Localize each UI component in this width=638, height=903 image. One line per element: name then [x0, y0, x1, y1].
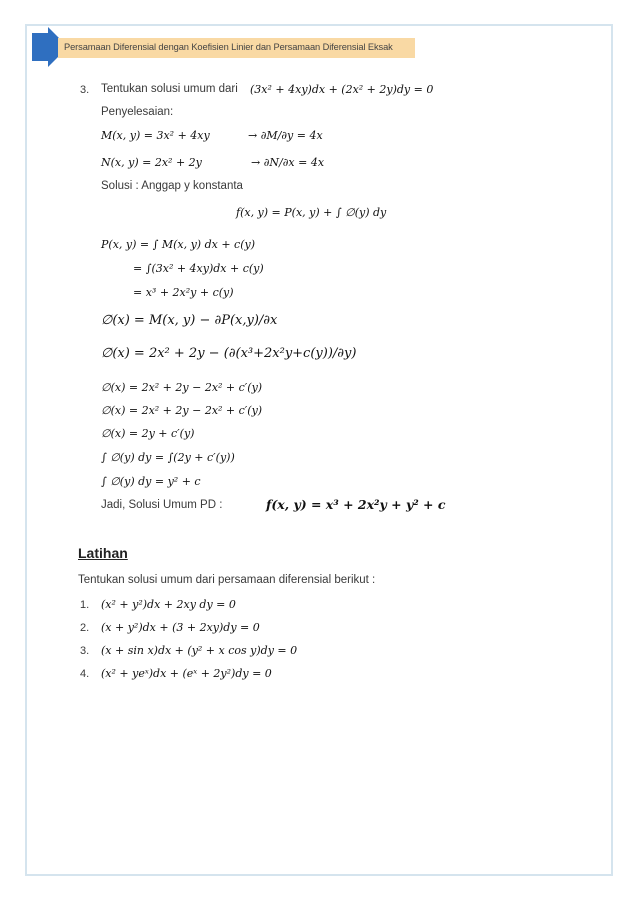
m-derivative: → ∂M/∂y = 4x: [248, 129, 323, 142]
step-4: ∅(x) = M(x, y) − ∂P(x,y)/∂x: [101, 313, 278, 328]
solusi-label: Solusi : Anggap y konstanta: [101, 180, 243, 192]
problem-equation: (3x² + 4xy)dx + (2x² + 2y)dy = 0: [250, 83, 434, 96]
step-3: = x³ + 2x²y + c(y): [133, 286, 234, 299]
step-5: ∅(x) = 2x² + 2y − (∂(x³+2x²y+c(y))/∂y): [101, 346, 357, 361]
conclusion-equation: f(x, y) = x³ + 2x²y + y² + c: [266, 497, 446, 512]
problem-number: 3.: [80, 84, 90, 96]
exercise-1-number: 1.: [80, 599, 90, 611]
exercise-3-number: 3.: [80, 645, 90, 657]
step-2: = ∫(3x² + 4xy)dx + c(y): [133, 262, 264, 275]
exercise-2-equation: (x + y²)dx + (3 + 2xy)dy = 0: [101, 621, 260, 634]
exercise-1-equation: (x² + y²)dx + 2xy dy = 0: [101, 598, 236, 611]
penyelesaian-label: Penyelesaian:: [101, 106, 174, 118]
header-title: Persamaan Diferensial dengan Koefisien Linier dan Persamaan Diferensial Eksak: [64, 42, 393, 52]
step-7: ∅(x) = 2x² + 2y − 2x² + c′(y): [101, 404, 263, 417]
step-9: ∫ ∅(y) dy = ∫(2y + c′(y)): [101, 451, 235, 464]
n-definition: N(x, y) = 2x² + 2y: [101, 156, 202, 169]
conclusion-label: Jadi, Solusi Umum PD :: [101, 499, 223, 511]
step-1: P(x, y) = ∫ M(x, y) dx + c(y): [101, 238, 255, 251]
step-6: ∅(x) = 2x² + 2y − 2x² + c′(y): [101, 381, 263, 394]
f-equation: f(x, y) = P(x, y) + ∫ ∅(y) dy: [236, 206, 387, 219]
problem-prompt: Tentukan solusi umum dari: [101, 83, 238, 95]
n-derivative: → ∂N/∂x = 4x: [251, 156, 325, 169]
exercise-4-number: 4.: [80, 668, 90, 680]
step-8: ∅(x) = 2y + c′(y): [101, 427, 195, 440]
page-border: [25, 24, 613, 876]
step-10: ∫ ∅(y) dy = y² + c: [101, 475, 201, 488]
latihan-intro: Tentukan solusi umum dari persamaan diferensial berikut :: [78, 574, 376, 586]
exercise-2-number: 2.: [80, 622, 90, 634]
latihan-heading: Latihan: [78, 545, 128, 561]
m-definition: M(x, y) = 3x² + 4xy: [101, 129, 210, 142]
exercise-3-equation: (x + sin x)dx + (y² + x cos y)dy = 0: [101, 644, 298, 657]
exercise-4-equation: (x² + yeˣ)dx + (eˣ + 2y²)dy = 0: [101, 667, 272, 680]
